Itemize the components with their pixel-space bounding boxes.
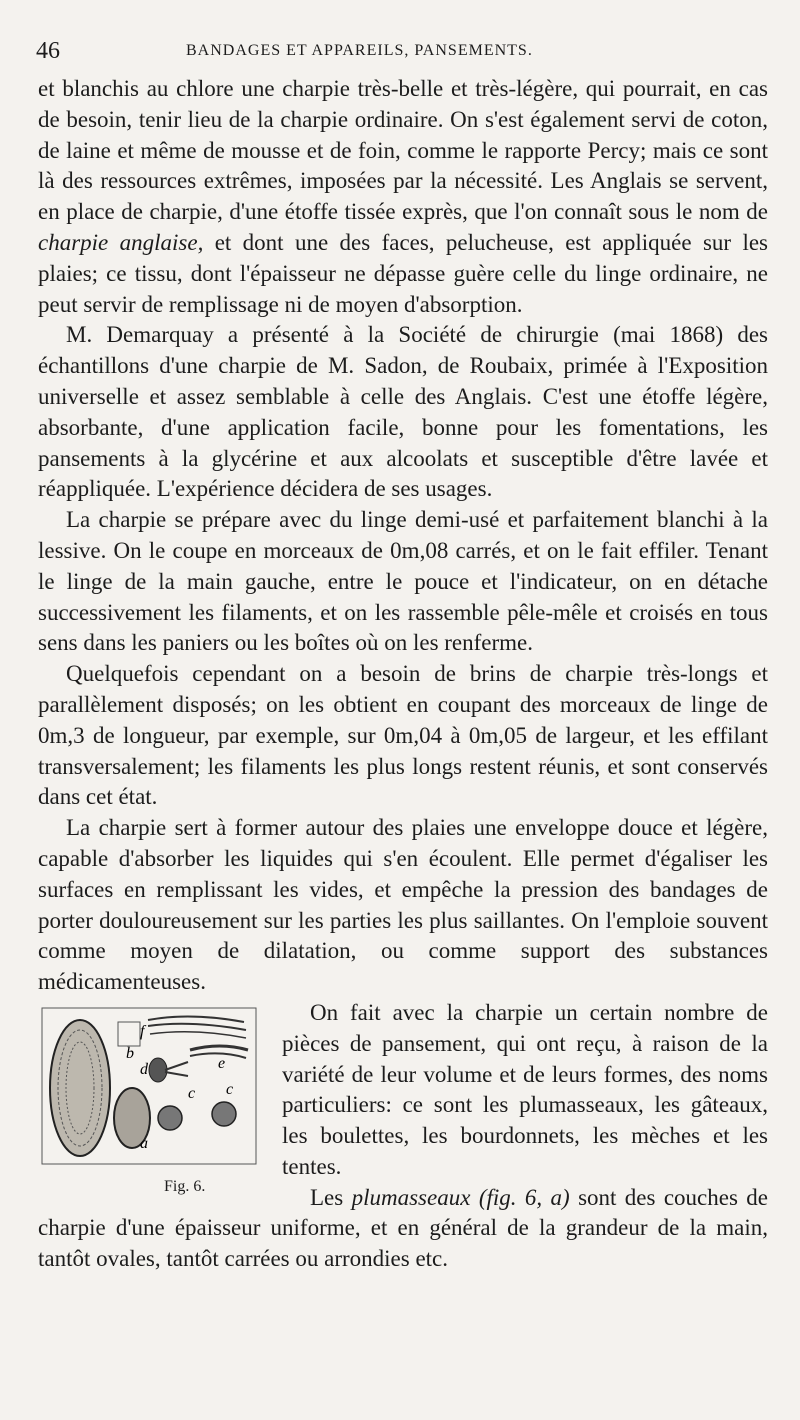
fig-label-a: a xyxy=(140,1134,148,1152)
figure-caption: Fig. 6. xyxy=(164,1177,206,1195)
boulette-shape-1 xyxy=(158,1106,182,1130)
italic-term: charpie anglaise, xyxy=(38,229,204,255)
paragraph-5: La charpie sert à former autour des plaies une enveloppe douce et légère, capable d'absorber les liquides qui s'en écoulent. Elle permet d'égaliser les surfaces en remplissant les vides, et empêche la pression des bandages de porter douloureusement sur les parties les plus saillantes. On l'emploie souvent comme moyen de dilatation, ou comme support des substances médicamenteuses. xyxy=(38,815,768,995)
paragraph-1: et blanchis au chlore une charpie très-belle et très-légère, qui pourrait, en cas de besoin, tenir lieu de la charpie ordinaire. On s'est également servi de coton, de laine et même de mousse et de foin, comme le rapporte Percy; mais ce sont là des ressources extrêmes, imposées par la nécessité. Les Anglais se servent, en place de charpie, d'une étoffe tissée exprès, que l'on connaît sous le nom de charpie anglaise, et dont une des faces, pelucheuse, est appliquée sur les plaies; ce tissu, dont l'épaisseur ne dépasse guère celle du linge ordinaire, ne peut servir de remplissage ni de moyen d'absorption. xyxy=(38,76,768,317)
bourdonnet-shape xyxy=(149,1058,167,1082)
boulette-shape-2 xyxy=(212,1102,236,1126)
fig-label-b: b xyxy=(126,1044,134,1062)
fig-label-f: f xyxy=(140,1022,145,1040)
page-number: 46 xyxy=(36,38,60,64)
fig-label-d: d xyxy=(140,1060,148,1078)
fig-label-c1: c xyxy=(188,1084,196,1102)
paragraph-4: Quelquefois cependant on a besoin de brins de charpie très-longs et parallèlement disposés; on les obtient en coupant des morceaux de linge de 0m,3 de longueur, par exemple, sur 0m,04 à 0m,05 de largeur, et les effilant transversalement; les filaments les plus longs restent réunis, et sont conservés dans cet état. xyxy=(38,661,768,810)
fig-label-c2: c xyxy=(226,1080,234,1098)
paragraph-3: La charpie se prépare avec du linge demi-usé et parfaitement blanchi à la lessive. On le coupe en morceaux de 0m,08 carrés, et on le fait effiler. Tenant le linge de la main gauche, entre le pouce et l'indicateur, on en détache successivement les filaments, et on les rassemble pêle-mêle et croisés en tous sens dans les paniers ou les boîtes où on les renferme. xyxy=(38,507,768,656)
running-title: BANDAGES ET APPAREILS, PANSEMENTS. xyxy=(186,42,533,59)
paragraph-7: Les plumasseaux (fig. 6, a) sont des couches de charpie d'une épaisseur uniforme, et en général de la grandeur de la main, tantôt ovales, tantôt carrées ou arrondies etc. xyxy=(38,1184,768,1272)
figure-6 xyxy=(40,1006,268,1200)
paragraph-2: M. Demarquay a présenté à la Société de chirurgie (mai 1868) des échantillons d'une charpie de M. Sadon, de Roubaix, primée à l'Exposition universelle et assez semblable à celle des Anglais. C'est une étoffe légère, absorbante, d'une application facile, bonne pour les fomentations, les pansements à la glycérine et aux alcoolats et susceptible d'être lavée et réappliquée. L'expérience décidera de ses usages. xyxy=(38,322,768,502)
body-text xyxy=(38,74,768,1275)
page-header xyxy=(36,38,760,68)
gateau-shape xyxy=(118,1022,140,1046)
figure-illustration xyxy=(40,1006,258,1166)
fig-label-e: e xyxy=(218,1054,226,1072)
plumasseau-shape xyxy=(50,1020,110,1156)
paragraph-6: b f d e c c a Fig. 6. On fait avec la charpie un certain nombre de pièces de pansement, qui ont reçu, à raison de la variété de leur volume et de leurs formes, des noms particuliers: ce sont les plumasseaux, les gâteaux, les boulettes, les bourdonnets, les mèches et les tentes. xyxy=(38,998,768,1183)
